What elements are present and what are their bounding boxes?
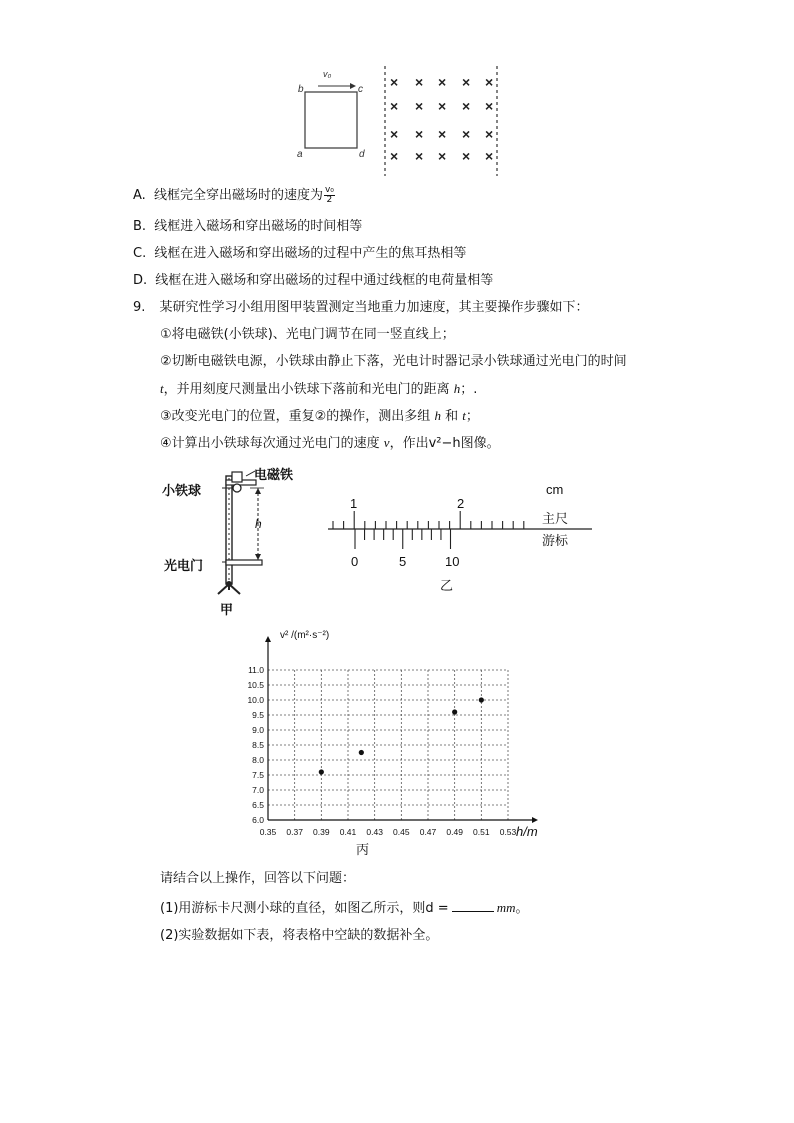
option-d-label: D. bbox=[133, 273, 148, 288]
x-tick-label: 0.39 bbox=[313, 827, 330, 837]
field-x-mark: × bbox=[415, 74, 424, 90]
vernier-figure bbox=[320, 478, 600, 594]
field-x-mark: × bbox=[390, 74, 399, 90]
option-b bbox=[133, 218, 362, 236]
option-c-label: C. bbox=[133, 246, 147, 261]
x-axis-label: h/m bbox=[516, 824, 538, 839]
photogate bbox=[226, 560, 262, 565]
var-t: t bbox=[462, 408, 466, 423]
q9-step2b bbox=[160, 380, 477, 399]
q9-step1: ①将电磁铁(小铁球)、光电门调节在同一竖直线上； bbox=[160, 327, 455, 342]
main-scale-1: 1 bbox=[350, 496, 358, 511]
field-x-mark: × bbox=[415, 98, 424, 114]
field-marks bbox=[390, 74, 493, 164]
x-tick-labels bbox=[260, 827, 517, 837]
vernier-10: 10 bbox=[445, 554, 460, 569]
x-tick-label: 0.47 bbox=[419, 827, 437, 837]
field-x-mark: × bbox=[462, 148, 471, 164]
x-tick-label: 0.35 bbox=[259, 827, 277, 837]
figure-yi-caption: 乙 bbox=[440, 578, 454, 593]
y-tick-label: 8.0 bbox=[252, 755, 264, 765]
var-v: v bbox=[383, 435, 390, 450]
question-1 bbox=[160, 899, 529, 918]
y-tick-label: 9.5 bbox=[252, 710, 264, 720]
fraction-denominator: 2 bbox=[326, 195, 333, 205]
q9-step3-mid: 和 bbox=[445, 409, 459, 424]
gate-label: 光电门 bbox=[164, 558, 204, 573]
square-loop bbox=[305, 92, 357, 148]
question-2: (2)实验数据如下表，将表格中空缺的数据补全。 bbox=[160, 928, 439, 943]
q9-step3-a: ③改变光电门的位置，重复②的操作，测出多组 bbox=[160, 409, 431, 424]
figure-jia-caption: 甲 bbox=[220, 602, 234, 617]
y-tick-label: 6.5 bbox=[252, 800, 264, 810]
loop-field-figure bbox=[290, 62, 510, 180]
vernier-0: 0 bbox=[351, 554, 359, 569]
vernier-scale-ticks bbox=[355, 529, 451, 549]
figure-bing-caption: 丙 bbox=[356, 842, 370, 857]
corner-a-label: a bbox=[297, 149, 303, 160]
field-x-mark: × bbox=[390, 98, 399, 114]
y-axis-label: v² /(m²·s⁻²) bbox=[280, 630, 330, 641]
q9-stem bbox=[133, 299, 589, 317]
q9-step2b-mid: ，并用刻度尺测量出小铁球下落前和光电门的距离 bbox=[163, 382, 450, 397]
field-x-mark: × bbox=[485, 126, 494, 142]
velocity-label: v₀ bbox=[323, 69, 332, 79]
option-b-label: B. bbox=[133, 219, 147, 234]
option-a-fraction bbox=[324, 186, 335, 205]
corner-d-label: d bbox=[359, 149, 365, 160]
option-c bbox=[133, 245, 466, 263]
field-x-mark: × bbox=[438, 148, 447, 164]
question-1-unit: mm bbox=[496, 900, 516, 915]
q9-step3 bbox=[160, 407, 479, 426]
field-x-mark: × bbox=[390, 148, 399, 164]
fraction-numerator: v₀ bbox=[324, 185, 334, 195]
h-label: h bbox=[255, 517, 262, 531]
y-tick-label: 8.5 bbox=[252, 740, 264, 750]
q9-step4-a: ④计算出小铁球每次通过光电门的速度 bbox=[160, 436, 380, 451]
x-tick-label: 0.45 bbox=[393, 827, 410, 837]
question-1-text: (1)用游标卡尺测小球的直径，如图乙所示，则d = bbox=[160, 901, 449, 916]
y-tick-label: 10.0 bbox=[247, 695, 264, 705]
q9-step2b-end: ；. bbox=[460, 382, 478, 397]
field-x-mark: × bbox=[438, 126, 447, 142]
x-tick-label: 0.41 bbox=[339, 827, 357, 837]
option-d bbox=[133, 272, 493, 290]
iron-ball bbox=[233, 484, 241, 492]
field-x-mark: × bbox=[438, 98, 447, 114]
data-point bbox=[479, 697, 484, 702]
y-tick-label: 7.5 bbox=[252, 770, 264, 780]
var-h: h bbox=[453, 381, 461, 396]
field-x-mark: × bbox=[415, 148, 424, 164]
option-a bbox=[133, 186, 335, 205]
q9-step3-end: ； bbox=[465, 409, 479, 424]
x-tick-label: 0.49 bbox=[446, 827, 463, 837]
q9-step2a: ②切断电磁铁电源，小铁球由静止下落，光电计时器记录小铁球通过光电门的时间 bbox=[160, 354, 627, 369]
question-1-end: 。 bbox=[515, 901, 529, 916]
y-tick-labels bbox=[247, 665, 264, 825]
field-x-mark: × bbox=[462, 98, 471, 114]
main-scale-ticks bbox=[333, 511, 524, 529]
electromagnet bbox=[232, 472, 242, 482]
field-x-mark: × bbox=[485, 98, 494, 114]
data-point bbox=[319, 769, 324, 774]
field-x-mark: × bbox=[485, 74, 494, 90]
vernier-scale-label: 游标 bbox=[542, 533, 569, 548]
magnet-label: 电磁铁 bbox=[254, 467, 294, 482]
var-h: h bbox=[434, 408, 441, 423]
option-a-text: 线框完全穿出磁场时的速度为 bbox=[153, 188, 323, 203]
apparatus-figure bbox=[160, 462, 310, 618]
x-tick-label: 0.53 bbox=[499, 827, 517, 837]
data-point bbox=[452, 709, 457, 714]
x-tick-label: 0.43 bbox=[366, 827, 383, 837]
v2-h-chart bbox=[220, 624, 560, 862]
answer-blank[interactable] bbox=[452, 899, 494, 912]
y-tick-label: 6.0 bbox=[252, 815, 264, 825]
y-tick-label: 11.0 bbox=[248, 665, 264, 675]
q9-step4-end: ，作出v²−h图像。 bbox=[389, 436, 500, 451]
field-x-mark: × bbox=[462, 74, 471, 90]
y-tick-label: 9.0 bbox=[252, 725, 264, 735]
x-tick-label: 0.51 bbox=[473, 827, 490, 837]
main-scale-2: 2 bbox=[457, 496, 465, 511]
corner-c-label: c bbox=[358, 84, 363, 95]
var-t: t bbox=[160, 381, 164, 396]
field-x-mark: × bbox=[390, 126, 399, 142]
x-tick-label: 0.37 bbox=[286, 827, 303, 837]
velocity-arrowhead bbox=[350, 83, 356, 89]
chart-grid bbox=[268, 670, 508, 820]
questions-intro: 请结合以上操作，回答以下问题： bbox=[160, 871, 356, 886]
y-tick-label: 10.5 bbox=[247, 680, 264, 690]
option-c-text: 线框在进入磁场和穿出磁场的过程中产生的焦耳热相等 bbox=[154, 246, 467, 261]
field-x-mark: × bbox=[438, 74, 447, 90]
data-point bbox=[359, 750, 364, 755]
y-tick-label: 7.0 bbox=[252, 785, 264, 795]
option-b-text: 线框进入磁场和穿出磁场的时间相等 bbox=[154, 219, 363, 234]
q9-number: 9. bbox=[133, 300, 146, 315]
q9-step4 bbox=[160, 434, 500, 453]
y-axis-arrow bbox=[265, 636, 271, 642]
main-scale-label: 主尺 bbox=[542, 511, 569, 526]
ball-label: 小铁球 bbox=[162, 483, 202, 498]
x-axis-arrow bbox=[532, 817, 538, 823]
field-x-mark: × bbox=[485, 148, 494, 164]
unit-label: cm bbox=[546, 482, 564, 497]
option-d-text: 线框在进入磁场和穿出磁场的过程中通过线框的电荷量相等 bbox=[155, 273, 494, 288]
option-a-label: A. bbox=[133, 188, 146, 203]
vernier-5: 5 bbox=[399, 554, 407, 569]
q9-stem-text: 某研究性学习小组用图甲装置测定当地重力加速度，其主要操作步骤如下： bbox=[159, 300, 589, 315]
field-x-mark: × bbox=[462, 126, 471, 142]
corner-b-label: b bbox=[298, 84, 304, 95]
field-x-mark: × bbox=[415, 126, 424, 142]
